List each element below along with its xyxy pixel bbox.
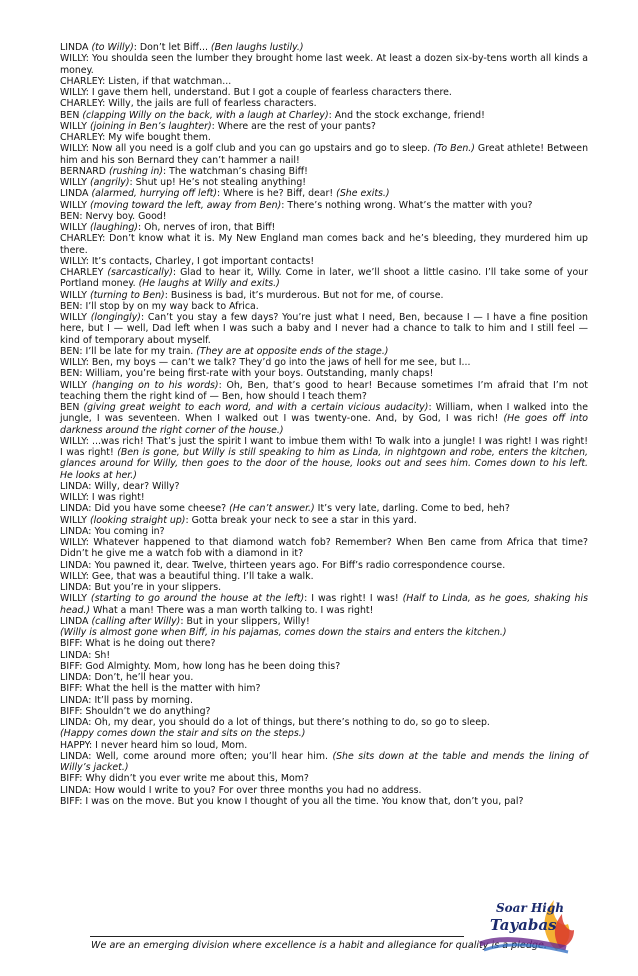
dialogue-line: [60, 267, 588, 290]
division-logo: [470, 884, 582, 954]
dialogue-text: CHARLEY: Willy, the jails are full of fearless characters.: [60, 98, 317, 110]
dialogue-line: [60, 110, 588, 121]
stage-direction: (He laughs at Willy and exits.): [138, 278, 280, 290]
dialogue-text: : Where is he? Biff, dear!: [216, 188, 337, 200]
dialogue-text: WILLY: Now all you need is a golf club and you can go upstairs and go to sleep.: [60, 143, 434, 155]
stage-direction: (She sits down at the table and mends the lining of Willy’s jacket.): [60, 750, 588, 773]
dialogue-line: [60, 706, 588, 717]
dialogue-line: [60, 301, 588, 312]
dialogue-text: WILLY: [60, 312, 91, 323]
dialogue-text: : But in your slippers, Willy!: [180, 615, 310, 627]
dialogue-text: LINDA: But you’re in your slippers.: [60, 582, 222, 593]
dialogue-line: [60, 76, 588, 87]
dialogue-line: [60, 616, 588, 627]
logo-text-line1: Soar High: [496, 901, 564, 915]
dialogue-text: BIFF: God Almighty. Mom, how long has he been doing this?: [60, 660, 341, 672]
logo-text-line2: Tayabas: [490, 916, 557, 934]
dialogue-line: [60, 661, 588, 672]
stage-direction: (Half to Linda, as he goes, shaking his head.): [60, 593, 588, 616]
dialogue-text: LINDA: [60, 188, 92, 200]
dialogue-line: [60, 233, 588, 256]
dialogue-text: BEN: [60, 109, 83, 121]
stage-direction: (clapping Willy on the back, with a laugh at Charley): [82, 109, 329, 121]
dialogue-line: [60, 166, 588, 177]
stage-direction: (longingly): [90, 312, 141, 323]
dialogue-text: WILLY: [60, 120, 90, 132]
dialogue-text: LINDA: Don’t, he’ll hear you.: [60, 672, 194, 683]
stage-direction: (sarcastically): [107, 267, 173, 278]
stage-direction: (turning to Ben): [89, 289, 165, 301]
dialogue-text: WILLY: [60, 289, 90, 301]
script-text: [60, 42, 588, 807]
dialogue-line: [60, 357, 588, 368]
dialogue-text: BEN: I’ll stop by on my way back to Africa.: [60, 300, 259, 312]
dialogue-text: BIFF: What is he doing out there?: [60, 638, 216, 650]
dialogue-line: [60, 312, 588, 346]
dialogue-text: BEN: [60, 402, 84, 413]
stage-direction: (He goes off into darkness around the right corner of the house.): [60, 413, 588, 436]
dialogue-text: LINDA: Well, come around more often; you’ll hear him.: [60, 750, 333, 762]
dialogue-text: BEN: Nervy boy. Good!: [60, 210, 167, 222]
stage-direction: (Ben is gone, but Willy is still speaking to him as Linda, in nightgown and robe, enters the kitchen, glances around for Willy, then goes to the door of the house, looks out and sees him. Comes down to his left. He looks at her.): [60, 447, 588, 481]
dialogue-line: [60, 627, 588, 638]
dialogue-text: LINDA: [60, 615, 92, 627]
dialogue-line: [60, 200, 588, 211]
dialogue-text: WILLY: I was right!: [60, 492, 145, 503]
dialogue-text: : Business is bad, it’s murderous. But not for me, of course.: [164, 289, 444, 301]
dialogue-line: [60, 515, 588, 526]
dialogue-text: WILLY: [60, 514, 90, 526]
dialogue-text: WILLY: ...was rich! That’s just the spirit I want to imbue them with! To walk into a jungle! I was right! I was right! I was right!: [60, 435, 588, 458]
dialogue-text: LINDA: Oh, my dear, you should do a lot of things, but there’s nothing to do, so go to sleep.: [60, 717, 490, 728]
dialogue-line: [60, 751, 588, 774]
dialogue-text: WILLY: [60, 177, 90, 188]
dialogue-text: WILLY: I gave them hell, understand. But I got a couple of fearless characters there.: [60, 87, 452, 98]
dialogue-line: [60, 368, 588, 379]
dialogue-text: BIFF: What the hell is the matter with him?: [60, 683, 261, 695]
dialogue-text: BIFF: Shouldn’t we do anything?: [60, 705, 211, 717]
dialogue-line: [60, 402, 588, 436]
dialogue-line: [60, 526, 588, 537]
dialogue-text: : I was right! I was!: [304, 593, 403, 605]
stage-direction: (looking straight up): [89, 514, 186, 526]
dialogue-line: [60, 132, 588, 143]
dialogue-text: : Oh, nerves of iron, that Biff!: [137, 222, 276, 233]
dialogue-line: [60, 211, 588, 222]
stage-direction: (angrily): [89, 177, 130, 188]
stage-direction: (rushing in): [109, 165, 163, 177]
dialogue-text: BIFF: I was on the move. But you know I thought of you all the time. You know that, don’t you, pal?: [60, 795, 524, 807]
footer-motto: We are an emerging division where excellence is a habit and allegiance for quality is a pledge.: [91, 940, 547, 951]
stage-direction: (She exits.): [336, 188, 390, 200]
dialogue-text: LINDA: Sh!: [60, 649, 111, 661]
dialogue-text: CHARLEY: Don’t know what it is. My New England man comes back and he’s bleeding, they murdered him up there.: [60, 233, 588, 256]
dialogue-line: [60, 560, 588, 571]
stage-direction: (To Ben.): [433, 143, 475, 155]
dialogue-line: [60, 503, 588, 514]
dialogue-text: : And the stock exchange, friend!: [328, 109, 485, 121]
dialogue-text: : Don’t let Biff...: [133, 42, 211, 53]
dialogue-text: What a man! There was a man worth talking to. I was right!: [90, 604, 374, 616]
stage-direction: (calling after Willy): [91, 615, 181, 627]
dialogue-text: : Glad to hear it, Willy. Come in later, we’ll shoot a little casino. I’ll take some of your Portland money.: [60, 267, 588, 290]
dialogue-line: [60, 53, 588, 76]
stage-direction: (hanging on to his words): [91, 379, 219, 391]
dialogue-text: : Oh, Ben, that’s good to hear! Because sometimes I’m afraid that I’m not teaching them the right kind of — Ben, how should I teach them?: [60, 379, 588, 402]
dialogue-text: : Shut up! He’s not stealing anything!: [129, 177, 307, 188]
dialogue-text: LINDA: Did you have some cheese?: [60, 503, 230, 515]
dialogue-text: : Can’t you stay a few days? You’re just what I need, Ben, because I — I have a fine position here, but I — well, Dad left when I was such a baby and I never had a chance to talk to him and I still feel — kind of temporary about myself.: [60, 312, 588, 346]
dialogue-line: [60, 87, 588, 98]
dialogue-text: It’s very late, darling. Come to bed, heh?: [314, 503, 510, 515]
dialogue-text: WILLY: You shoulda seen the lumber they brought home last week. At least a dozen six-by-tens worth all kinds a money.: [60, 53, 588, 76]
dialogue-line: [60, 222, 588, 233]
stage-direction: (starting to go around the house at the left): [90, 593, 305, 605]
dialogue-text: CHARLEY: [60, 267, 108, 278]
dialogue-line: [60, 796, 588, 807]
stage-direction: (joining in Ben’s laughter): [89, 120, 212, 132]
dialogue-line: [60, 650, 588, 661]
footer-divider: [90, 936, 464, 937]
stage-direction: (giving great weight to each word, and with a certain vicious audacity): [83, 402, 429, 413]
dialogue-text: CHARLEY: Listen, if that watchman...: [60, 75, 232, 87]
dialogue-line: [60, 177, 588, 188]
dialogue-line: [60, 492, 588, 503]
stage-direction: (laughing): [89, 222, 138, 233]
dialogue-text: CHARLEY: My wife bought them.: [60, 132, 211, 143]
dialogue-text: : The watchman’s chasing Biff!: [162, 165, 308, 177]
dialogue-line: [60, 143, 588, 166]
dialogue-line: [60, 728, 588, 739]
dialogue-line: [60, 537, 588, 560]
logo-emblem-icon: [470, 884, 582, 954]
dialogue-line: [60, 121, 588, 132]
stage-direction: (moving toward the left, away from Ben): [89, 199, 282, 211]
dialogue-line: [60, 593, 588, 616]
dialogue-text: HAPPY: I never heard him so loud, Mom.: [60, 739, 248, 751]
dialogue-line: [60, 672, 588, 683]
dialogue-line: [60, 346, 588, 357]
dialogue-line: [60, 785, 588, 796]
dialogue-text: BEN: I’ll be late for my train.: [60, 345, 197, 357]
dialogue-line: [60, 773, 588, 784]
dialogue-text: LINDA: How would I write to you? For over three months you had no address.: [60, 784, 422, 796]
dialogue-line: [60, 717, 588, 728]
dialogue-text: WILLY: It’s contacts, Charley, I got important contacts!: [60, 255, 315, 267]
dialogue-line: [60, 638, 588, 649]
dialogue-line: [60, 683, 588, 694]
dialogue-line: [60, 481, 588, 492]
stage-direction: (He can’t answer.): [229, 503, 315, 515]
dialogue-text: Great athlete! Between him and his son Bernard they can’t hammer a nail!: [60, 143, 589, 166]
dialogue-text: : Gotta break your neck to see a star in this yard.: [185, 514, 417, 526]
dialogue-text: WILLY: [60, 593, 91, 605]
stage-direction: (Ben laughs lustily.): [210, 42, 304, 53]
dialogue-line: [60, 290, 588, 301]
dialogue-text: WILLY: [60, 222, 90, 233]
dialogue-line: [60, 188, 588, 199]
dialogue-line: [60, 436, 588, 481]
dialogue-line: [60, 256, 588, 267]
dialogue-line: [60, 42, 588, 53]
dialogue-line: [60, 740, 588, 751]
stage-direction: (to Willy): [91, 42, 134, 53]
dialogue-text: BIFF: Why didn’t you ever write me about this, Mom?: [60, 773, 309, 785]
dialogue-text: WILLY: Whatever happened to that diamond watch fob? Remember? When Ben came from Africa that time? Didn’t he give me a watch fob with a diamond in it?: [60, 537, 588, 560]
dialogue-text: : William, when I walked into the jungle, I was seventeen. When I walked out I was twenty-one. And, by God, I was rich!: [60, 402, 588, 425]
dialogue-line: [60, 695, 588, 706]
dialogue-text: LINDA: Willy, dear? Willy?: [60, 480, 180, 492]
dialogue-text: WILLY: [60, 379, 92, 391]
stage-direction: (Willy is almost gone when Biff, in his pajamas, comes down the stairs and enters the kitchen.): [60, 627, 507, 638]
dialogue-text: WILLY: Gee, that was a beautiful thing. I’ll take a walk.: [60, 570, 314, 582]
dialogue-text: LINDA: You pawned it, dear. Twelve, thirteen years ago. For Biff’s radio correspondence course.: [60, 559, 506, 571]
dialogue-text: WILLY: [60, 199, 90, 211]
dialogue-text: : There’s nothing wrong. What’s the matter with you?: [281, 199, 533, 211]
stage-direction: (They are at opposite ends of the stage.): [196, 345, 389, 357]
dialogue-line: [60, 98, 588, 109]
stage-direction: (alarmed, hurrying off left): [91, 188, 217, 200]
dialogue-text: BERNARD: [60, 165, 110, 177]
dialogue-text: : Where are the rest of your pants?: [211, 120, 376, 132]
dialogue-text: WILLY: Ben, my boys — can’t we talk? They’d go into the jaws of hell for me see, but I...: [60, 357, 471, 368]
stage-direction: (Happy comes down the stair and sits on the steps.): [60, 728, 306, 740]
dialogue-text: LINDA: It’ll pass by morning.: [60, 694, 193, 706]
dialogue-line: [60, 571, 588, 582]
dialogue-line: [60, 380, 588, 403]
dialogue-text: BEN: William, you’re being first-rate with your boys. Outstanding, manly chaps!: [60, 368, 434, 380]
dialogue-text: LINDA: [60, 42, 92, 53]
dialogue-text: LINDA: You coming in?: [60, 525, 165, 537]
dialogue-line: [60, 582, 588, 593]
